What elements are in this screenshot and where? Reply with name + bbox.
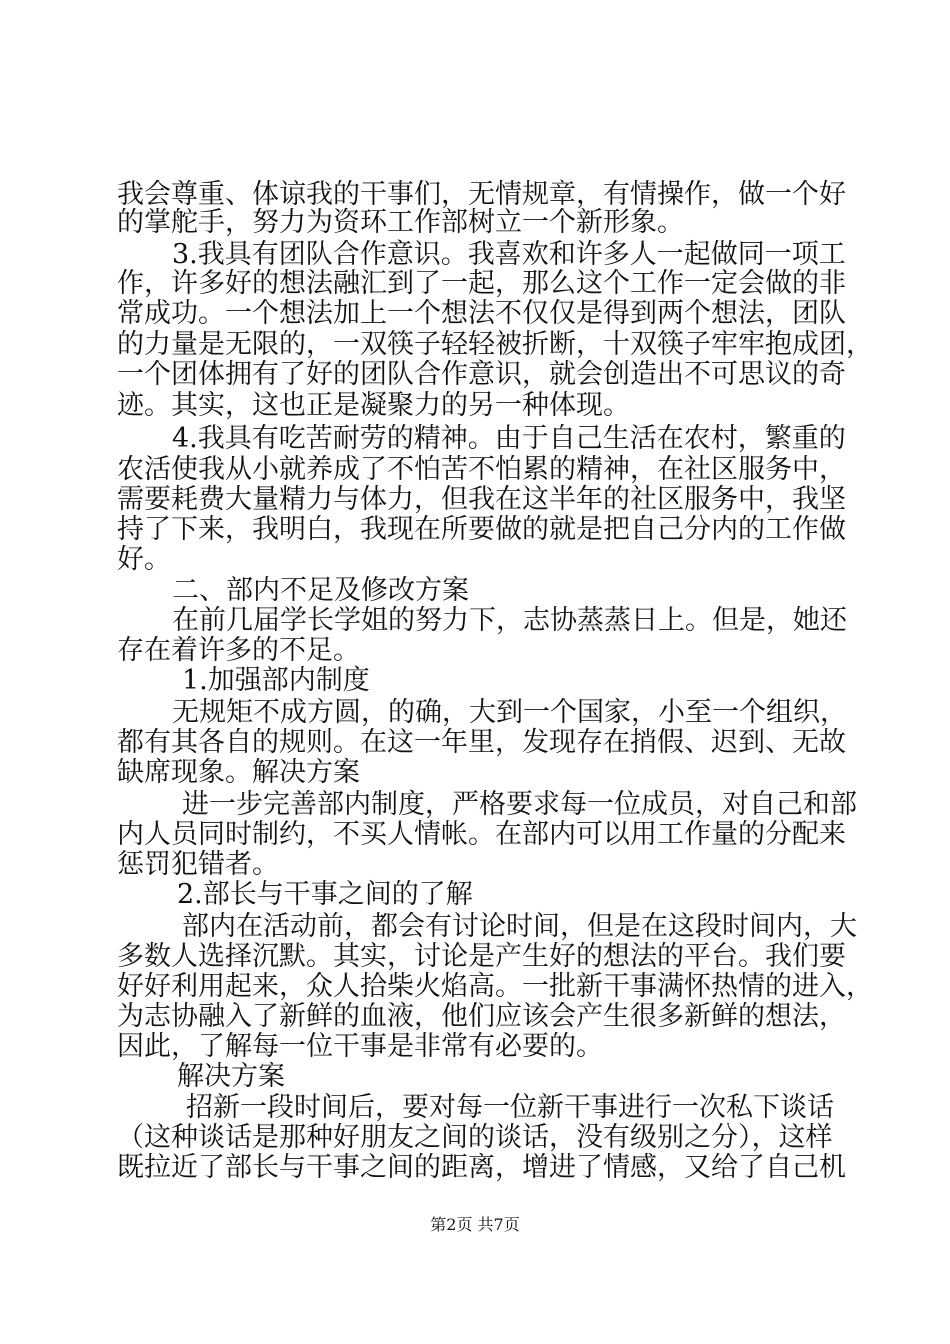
subsection-heading: 2.部长与干事之间的了解 [177, 879, 473, 910]
body-line: 我会尊重、体谅我的干事们，无情规章，有情操作，做一个好 [117, 179, 846, 210]
body-line: （这种谈话是那种好朋友之间的谈话，没有级别之分），这样 [117, 1122, 833, 1153]
body-line: 持了下来，我明白，我现在所要做的就是把自己分内的工作做 [117, 514, 846, 545]
body-line: 好好利用起来，众人拾柴火焰高。一批新干事满怀热情的进入， [117, 971, 873, 1002]
body-line: 存在着许多的不足。 [117, 635, 360, 666]
subsection-heading: 解决方案 [177, 1061, 285, 1092]
body-line: 因此，了解每一位干事是非常有必要的。 [117, 1031, 603, 1062]
body-line: 常成功。一个想法加上一个想法不仅仅是得到两个想法，团队 [117, 298, 846, 329]
body-line: 4.我具有吃苦耐劳的精神。由于自己生活在农村，繁重的 [172, 423, 846, 454]
body-line: 在前几届学长学姐的努力下，志协蒸蒸日上。但是，她还 [172, 605, 847, 636]
body-line: 3.我具有团队合作意识。我喜欢和许多人一起做同一项工 [172, 239, 846, 270]
body-line: 部内在活动前，都会有讨论时间，但是在这段时间内，大 [182, 911, 857, 942]
body-line: 既拉近了部长与干事之间的距离，增进了情感，又给了自己机 [117, 1152, 846, 1183]
body-line: 多数人选择沉默。其实，讨论是产生好的想法的平台。我们要 [117, 941, 846, 972]
body-line: 的掌舵手，努力为资环工作部树立一个新形象。 [117, 207, 684, 238]
section-heading: 二、部内不足及修改方案 [172, 575, 469, 606]
page-footer: 第2页 共7页 [430, 1215, 520, 1234]
body-line: 招新一段时间后，要对每一位新干事进行一次私下谈话 [186, 1092, 834, 1123]
body-line: 需要耗费大量精力与体力，但我在这半年的社区服务中，我坚 [117, 484, 846, 515]
body-line: 为志协融入了新鲜的血液，他们应该会产生很多新鲜的想法， [117, 1001, 846, 1032]
body-line: 内人员同时制约，不买人情帐。在部内可以用工作量的分配来 [117, 819, 846, 850]
body-line: 都有其各自的规则。在这一年里，发现存在捎假、迟到、无故 [117, 727, 846, 758]
body-line: 进一步完善部内制度，严格要求每一位成员，对自己和部 [182, 789, 857, 820]
body-line: 迹。其实，这也正是凝聚力的另一种体现。 [117, 390, 630, 421]
body-line: 的力量是无限的，一双筷子轻轻被折断，十双筷子牢牢抱成团， [117, 329, 873, 360]
body-line: 农活使我从小就养成了不怕苦不怕累的精神，在社区服务中， [117, 454, 846, 485]
body-line: 作，许多好的想法融汇到了一起，那么这个工作一定会做的非 [117, 268, 846, 299]
body-line: 缺席现象。解决方案 [117, 757, 360, 788]
body-line: 无规矩不成方圆，的确，大到一个国家，小至一个组织， [172, 697, 847, 728]
body-line: 好。 [117, 544, 171, 575]
body-line: 惩罚犯错者。 [117, 849, 279, 880]
subsection-heading: 1.加强部内制度 [182, 665, 370, 696]
body-line: 一个团体拥有了好的团队合作意识，就会创造出不可思议的奇 [117, 359, 846, 390]
